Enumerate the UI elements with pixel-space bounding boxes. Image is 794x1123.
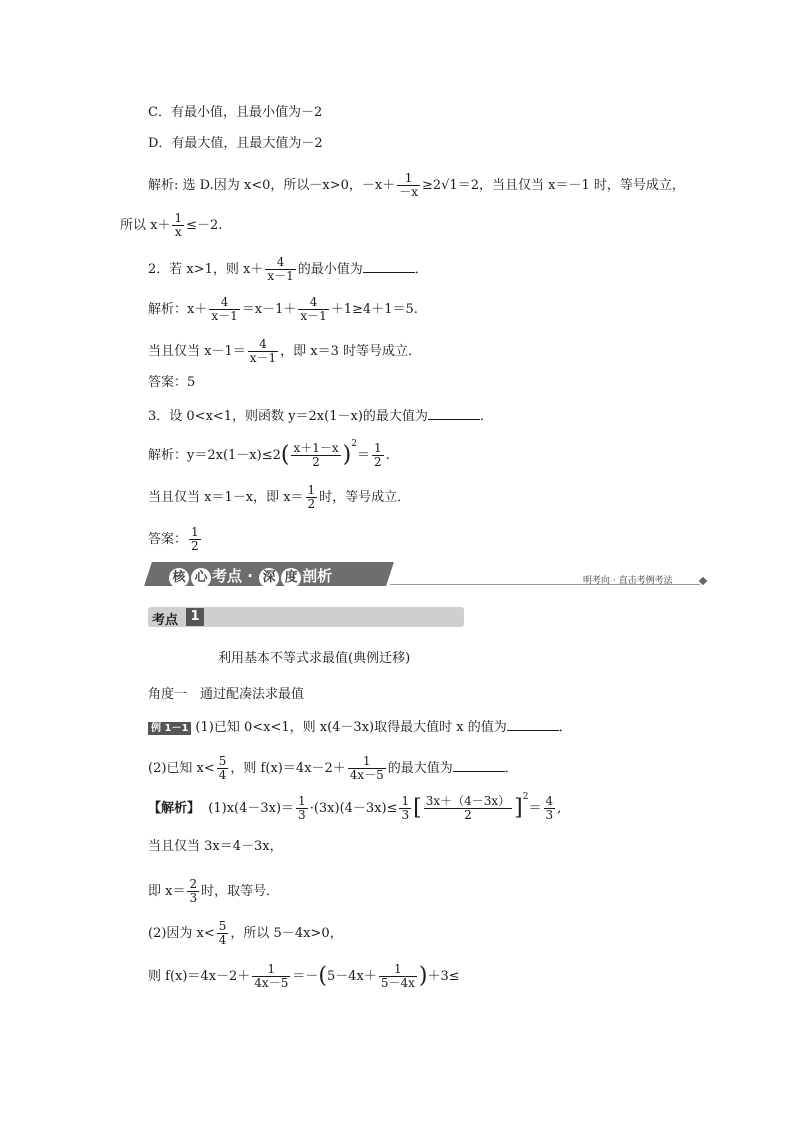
text: 3．设 0<x<1，则函数 y＝2x(1－x)的最大值为 (148, 409, 428, 424)
solution-2-equality (148, 338, 421, 365)
numerator: 1 (379, 963, 417, 977)
numerator: 1 (401, 794, 410, 808)
fraction (189, 526, 201, 553)
denominator: x－1 (300, 309, 327, 323)
numerator: 4 (265, 256, 295, 270)
numerator: 1 (298, 794, 306, 808)
numerator: 5 (218, 754, 227, 768)
numerator: x＋1－x (293, 441, 339, 455)
text: 2．若 x>1，则 x＋ (148, 262, 264, 277)
example-solution-2 (148, 920, 343, 947)
numerator: 5 (218, 919, 227, 933)
solution-3-equality (148, 484, 410, 511)
fraction (187, 878, 199, 905)
text: (1)x(4－3x)＝ (208, 801, 295, 816)
text: ≤－2. (186, 218, 223, 233)
section-subtitle: 明考向 · 直击考例考法 (583, 576, 673, 586)
answer-blank (507, 718, 559, 731)
diamond-icon (699, 577, 707, 585)
text: 解析: 选 D.因为 x<0，所以－x>0，－x＋ (148, 178, 396, 193)
solution-3: 解析：y＝2x(1－x)≤2( $\frac{x+1-x}{2}$ )2＝ $\frac{1}{2}$ . (148, 442, 390, 469)
example-solution-2-line2 (148, 963, 460, 990)
answer-blank (428, 407, 480, 420)
fraction (424, 795, 512, 822)
fraction (544, 795, 556, 822)
text: ，则 f(x)＝4x－2＋ (230, 761, 346, 776)
denominator: 2 (373, 455, 382, 469)
numerator: 3x＋（4－3x） (425, 794, 511, 808)
fraction (397, 172, 420, 199)
section-title (168, 565, 332, 588)
numerator: 1 (348, 755, 386, 769)
answer-blank (453, 759, 505, 772)
example-equality-1: 当且仅当 3x＝4－3x， (148, 839, 283, 854)
kaodian-label: 考点 (152, 613, 179, 628)
text: (2)因为 x< (148, 926, 215, 941)
fraction (172, 212, 184, 239)
answer-3 (148, 526, 203, 553)
denominator: 4x－5 (349, 768, 384, 782)
text: (1)已知 0<x<1，则 x(4－3x)取得最大值时 x 的值为 (195, 720, 507, 735)
example-equality-2 (148, 878, 279, 905)
banner-text: 剖析 (302, 567, 333, 585)
right-paren: ) (418, 963, 428, 989)
left-bracket: [ (413, 795, 422, 821)
text: 则 f(x)＝4x－2＋ (148, 969, 251, 984)
fraction (248, 338, 278, 365)
numerator: 4 (209, 296, 239, 310)
answer-blank (363, 260, 415, 273)
fraction (209, 296, 239, 323)
solution-2 (148, 296, 418, 323)
text: ＋1≥4＋1＝5. (330, 302, 418, 317)
denominator: 4x－5 (254, 976, 289, 990)
fraction (217, 755, 229, 782)
fraction (348, 755, 386, 782)
option-d: D．有最大值，且最大值为－2 (148, 136, 323, 151)
numerator: 1 (397, 172, 420, 186)
text: ，所以 5－4x>0， (230, 926, 343, 941)
text: (2)已知 x< (148, 761, 215, 776)
text: 解析：x＋ (148, 302, 208, 317)
text: ·(3x)(4－3x)≤ (309, 801, 398, 816)
text: 解析：y＝2x(1－x)≤2 (148, 448, 281, 463)
text: ＝x－1＋ (241, 302, 297, 317)
denominator: x－1 (267, 269, 294, 283)
denominator: x－1 (211, 309, 238, 323)
numerator: 1 (252, 963, 290, 977)
banner-char: 核 (169, 568, 189, 588)
denominator: 2 (464, 808, 472, 822)
right-bracket: ] (514, 795, 523, 821)
solution-1-line1 (148, 172, 685, 199)
text: 当且仅当 x－1＝ (148, 344, 246, 359)
right-paren: ) (342, 442, 352, 468)
fraction (217, 920, 229, 947)
text: 时，等号成立． (319, 490, 411, 505)
denominator: 2 (307, 497, 316, 511)
topic-heading: 利用基本不等式求最值(典例迁移) (218, 651, 411, 666)
solution-label: 【解析】 (148, 801, 201, 816)
fraction (291, 442, 340, 469)
numerator: 1 (307, 483, 316, 497)
numerator: 2 (189, 877, 198, 891)
question-3: 3．设 0<x<1，则函数 y＝2x(1－x)的最大值为 ． (148, 409, 493, 424)
denominator: 4 (218, 933, 227, 947)
exponent: 2 (522, 792, 529, 802)
text: 所以 x＋ (120, 218, 171, 233)
answer-2: 答案：5 (148, 375, 196, 390)
text: ＝ (356, 448, 370, 463)
denominator: 4 (218, 768, 227, 782)
text: ，即 x＝3 时等号成立． (280, 344, 422, 359)
text: 当且仅当 x＝1－x，即 x＝ (148, 490, 304, 505)
example-solution-1: 【解析】 (1)x(4－3x)＝ $\frac{1}{3}$ ·(3x)(4－3x)≤ $\frac{1}{3}$ [ $\frac{3x+(4-3x)}{2}$ ]2＝ $\frac{4}{3}$ , (148, 795, 561, 822)
text: 即 x＝ (148, 884, 186, 899)
angle-heading: 角度一 通过配凑法求最值 (148, 687, 305, 702)
numerator: 4 (298, 296, 328, 310)
banner-char: 深 (259, 568, 279, 588)
numerator: 1 (174, 211, 183, 225)
left-paren: ( (280, 442, 290, 468)
left-paren: ( (318, 963, 327, 989)
numerator: 1 (191, 525, 199, 539)
example-part-2: (2)已知 x< $\frac{5}{4}$ ，则 f(x)＝4x－2＋ $\frac{1}{4x-5}$ 的最大值为 ． (148, 754, 518, 782)
text: 的最大值为 (387, 761, 453, 776)
option-c: C．有最小值，且最小值为－2 (148, 105, 323, 120)
numerator: 4 (248, 338, 278, 352)
example-part-1: 例 1－1 (1)已知 0<x<1，则 x(4－3x)取得最大值时 x 的值为 ． (148, 718, 572, 736)
text: ≥2√1＝2，当且仅当 x＝－1 时，等号成立， (421, 178, 685, 193)
kaodian-number: 1 (186, 608, 204, 626)
denominator: x (174, 225, 182, 239)
example-tag: 例 1－1 (148, 722, 191, 735)
denominator: 3 (298, 808, 306, 822)
text: ＝－ (292, 969, 319, 984)
solution-1-line2 (120, 212, 222, 239)
exponent: 2 (351, 439, 357, 449)
banner-char: 度 (281, 568, 301, 588)
numerator: 1 (373, 441, 382, 455)
fraction (372, 442, 384, 469)
denominator: －x (399, 185, 418, 199)
fraction (265, 256, 295, 283)
denominator: 2 (191, 539, 199, 553)
denominator: 3 (401, 808, 410, 822)
denominator: x－1 (249, 351, 277, 365)
fraction (379, 963, 417, 990)
text: ＋3≤ (427, 969, 460, 984)
fraction (252, 963, 290, 990)
denominator: 5－4x (380, 976, 415, 990)
text: 时，取等号． (201, 884, 280, 899)
fraction (298, 296, 328, 323)
banner-text: 考点 · (212, 567, 259, 585)
text: 的最小值为 (297, 262, 363, 277)
text: ＝ (528, 801, 542, 816)
banner-char: 心 (191, 568, 211, 588)
text: 答案： (148, 532, 188, 547)
fraction (399, 795, 411, 822)
denominator: 3 (545, 808, 554, 822)
fraction (306, 484, 318, 511)
question-2: 2．若 x>1，则 x＋ $\frac{4}{x-1}$ 的最小值为 ． (148, 255, 428, 283)
fraction (296, 795, 308, 822)
denominator: 3 (189, 891, 198, 905)
denominator: 2 (312, 455, 320, 469)
text: 5－4x＋ (326, 969, 377, 984)
numerator: 4 (545, 794, 554, 808)
